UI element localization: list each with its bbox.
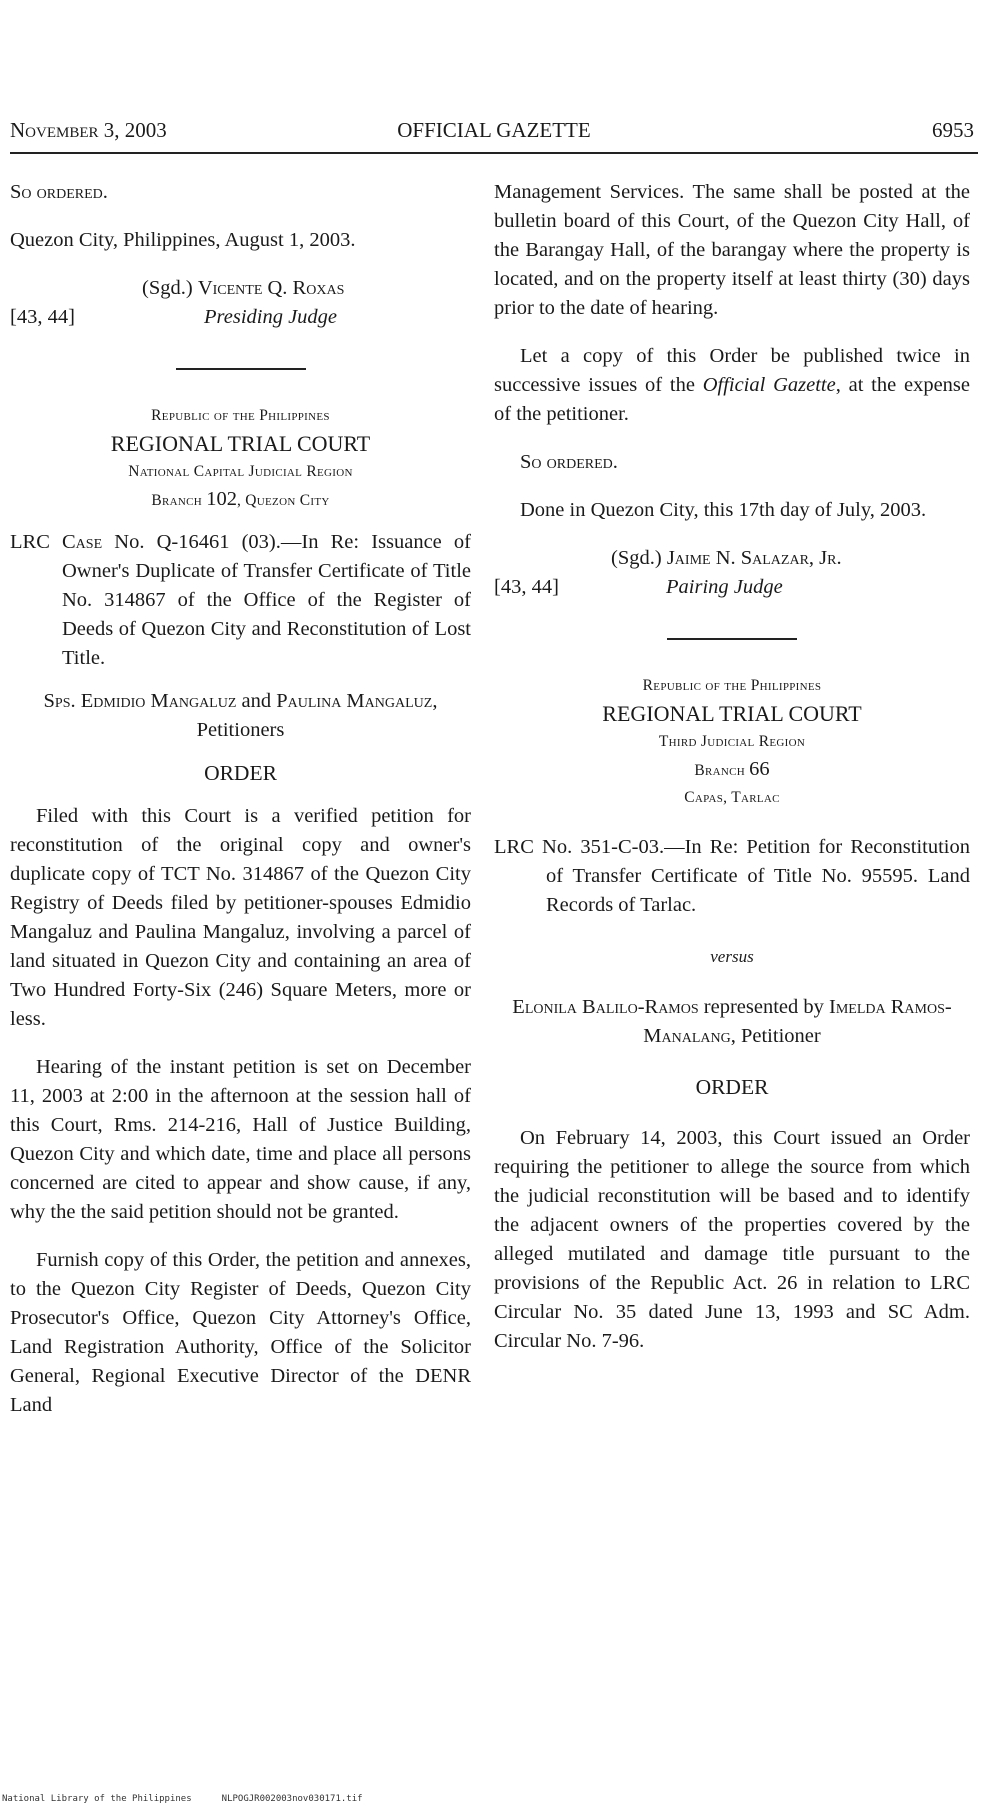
order-title-2: ORDER — [695, 1075, 769, 1099]
order-paragraph-2: Hearing of the instant petition is set on December 11, 2003 at 2:00 in the afternoon at the session hall of this Court, Rms. 214-216, Hall of Justice Building, Quezon City and which date, time and place all persons concerned are cited to appear and show cause, if any, why the the said petition should not be granted. — [10, 1056, 471, 1223]
ref-code-2: [43, 44] — [494, 576, 559, 598]
signatory-name-2: Jaime N. Salazar, Jr. — [666, 547, 842, 569]
parties-and: and — [236, 690, 277, 712]
party-role-2: , Petitioner — [730, 1025, 821, 1047]
place-date: Quezon City, Philippines, August 1, 2003. — [10, 229, 356, 251]
signatory-name: Vicente Q. Roxas — [197, 277, 345, 299]
notice-branch — [10, 485, 471, 514]
branch-place: , Quezon City — [236, 492, 330, 509]
publish-paragraph — [494, 342, 970, 429]
order-paragraph-3: Furnish copy of this Order, the petition and annexes, to the Quezon City Register of Deeds, Quezon City Prosecutor's Office, Quezon City Attorney's Office, Land Registration Authority, Office of the Solicitor General, Regional Executive Director of the DENR Land — [10, 1249, 471, 1416]
sgd-label: (Sgd.) — [142, 277, 198, 299]
notice-court: REGIONAL TRIAL COURT — [110, 431, 371, 456]
case-caption — [10, 528, 471, 673]
signature-role-line-2 — [494, 573, 970, 602]
parties-role: , Petitioners — [196, 690, 438, 741]
ref-code: [43, 44] — [10, 306, 75, 328]
case-caption-2: LRC No. 351-C-03.—In Re: Petition for Reconstitution of Transfer Certificate of Title No. 95595. Land Records of Tarlac. — [494, 836, 970, 916]
footer — [2, 1794, 393, 1804]
sgd-label-2: (Sgd.) — [611, 547, 667, 569]
case-label: LRC Case — [10, 531, 103, 553]
notice-region-2: Third Judicial Region — [658, 733, 806, 750]
notice-region: National Capital Judicial Region — [128, 463, 353, 480]
parties — [10, 687, 471, 745]
left-column — [10, 178, 471, 1420]
publication-name: Official Gazette — [702, 374, 836, 396]
notice-court-2: REGIONAL TRIAL COURT — [602, 701, 862, 726]
notice-place-2: Capas, Tarlac — [684, 789, 780, 806]
represented-text: represented by — [698, 996, 830, 1018]
signatory-role: Presiding Judge — [204, 306, 338, 328]
branch-label: Branch — [151, 492, 207, 509]
signatory-role-2: Pairing Judge — [666, 576, 783, 598]
signature-role-line — [10, 303, 471, 332]
versus-label: versus — [710, 947, 754, 966]
header-title — [0, 118, 988, 143]
continued-paragraph: Management Services. The same shall be posted at the bulletin board of this Court, of the Quezon City Hall, of the Barangay Hall, of the barangay where the property is located, and on the property itself at least thirty (30) days prior to the date of hearing. — [494, 181, 970, 319]
footer-filename: NLPOGJR002003nov030171.tif — [221, 1794, 363, 1804]
header-title-text: OFFICIAL GAZETTE — [397, 118, 591, 142]
header-date: November 3, 2003 — [10, 118, 167, 142]
right-column — [494, 178, 970, 1356]
parties-2 — [494, 993, 970, 1051]
signature-line — [10, 274, 471, 303]
notice-republic-2: Republic of the Philippines — [642, 677, 822, 694]
so-ordered-2: So ordered. — [520, 451, 618, 473]
branch-number-2: 66 — [749, 758, 770, 780]
signature-block — [142, 274, 344, 303]
signature-line-2 — [494, 544, 970, 573]
party-name-2: Paulina Mangaluz — [276, 690, 433, 712]
party-name-3: Elonila Balilo-Ramos — [512, 996, 699, 1018]
done-paragraph: Done in Quezon City, this 17th day of July, 2003. — [520, 499, 927, 521]
branch-number: 102 — [206, 488, 237, 510]
party-name-1: Sps. Edmidio Mangaluz — [43, 690, 237, 712]
order-paragraph-4: On February 14, 2003, this Court issued an Order requiring the petitioner to allege the source from which the judicial reconstitution will be based and to identify the adjacent owners of the properties covered by the alleged mutilated and damage title pursuant to the provisions of the Republic Act. 26 in relation to LRC Circular No. 35 dated June 13, 1993 and SC Adm. Circular No. 7-96. — [494, 1127, 970, 1352]
so-ordered: So ordered. — [10, 181, 108, 203]
publish-text-before: Let a copy of this Order be published twice in successive issues of the — [494, 345, 970, 396]
party-name-4: Imelda Ramos-Manalang — [643, 996, 952, 1047]
notice-branch-2 — [494, 755, 970, 784]
order-title: ORDER — [204, 761, 277, 785]
signature-block-2 — [611, 544, 842, 573]
order-paragraph-1: Filed with this Court is a verified petition for reconstitution of the original copy and owner's duplicate copy of TCT No. 314867 of the Quezon City Registry of Deeds filed by petitioner-spouses Edmidio Mangaluz and Paulina Mangaluz, involving a parcel of land situated in Quezon City and containing an area of Two Hundred Forty-Six (246) Square Meters, more or less. — [10, 805, 471, 1030]
branch-label-2: Branch — [694, 762, 750, 779]
footer-library: National Library of the Philippines — [2, 1794, 192, 1804]
header-rule — [10, 152, 978, 154]
notice-republic: Republic of the Philippines — [151, 407, 330, 424]
case-text: No. Q-16461 (03).—In Re: Issuance of Owner's Duplicate of Transfer Certificate of Title No. 314867 of the Office of the Register of Deeds of Quezon City and Reconstitution of Lost Title. — [62, 531, 471, 669]
publish-text-after: , at the expense of the petitioner. — [494, 374, 970, 425]
header-page-number: 6953 — [932, 118, 974, 142]
